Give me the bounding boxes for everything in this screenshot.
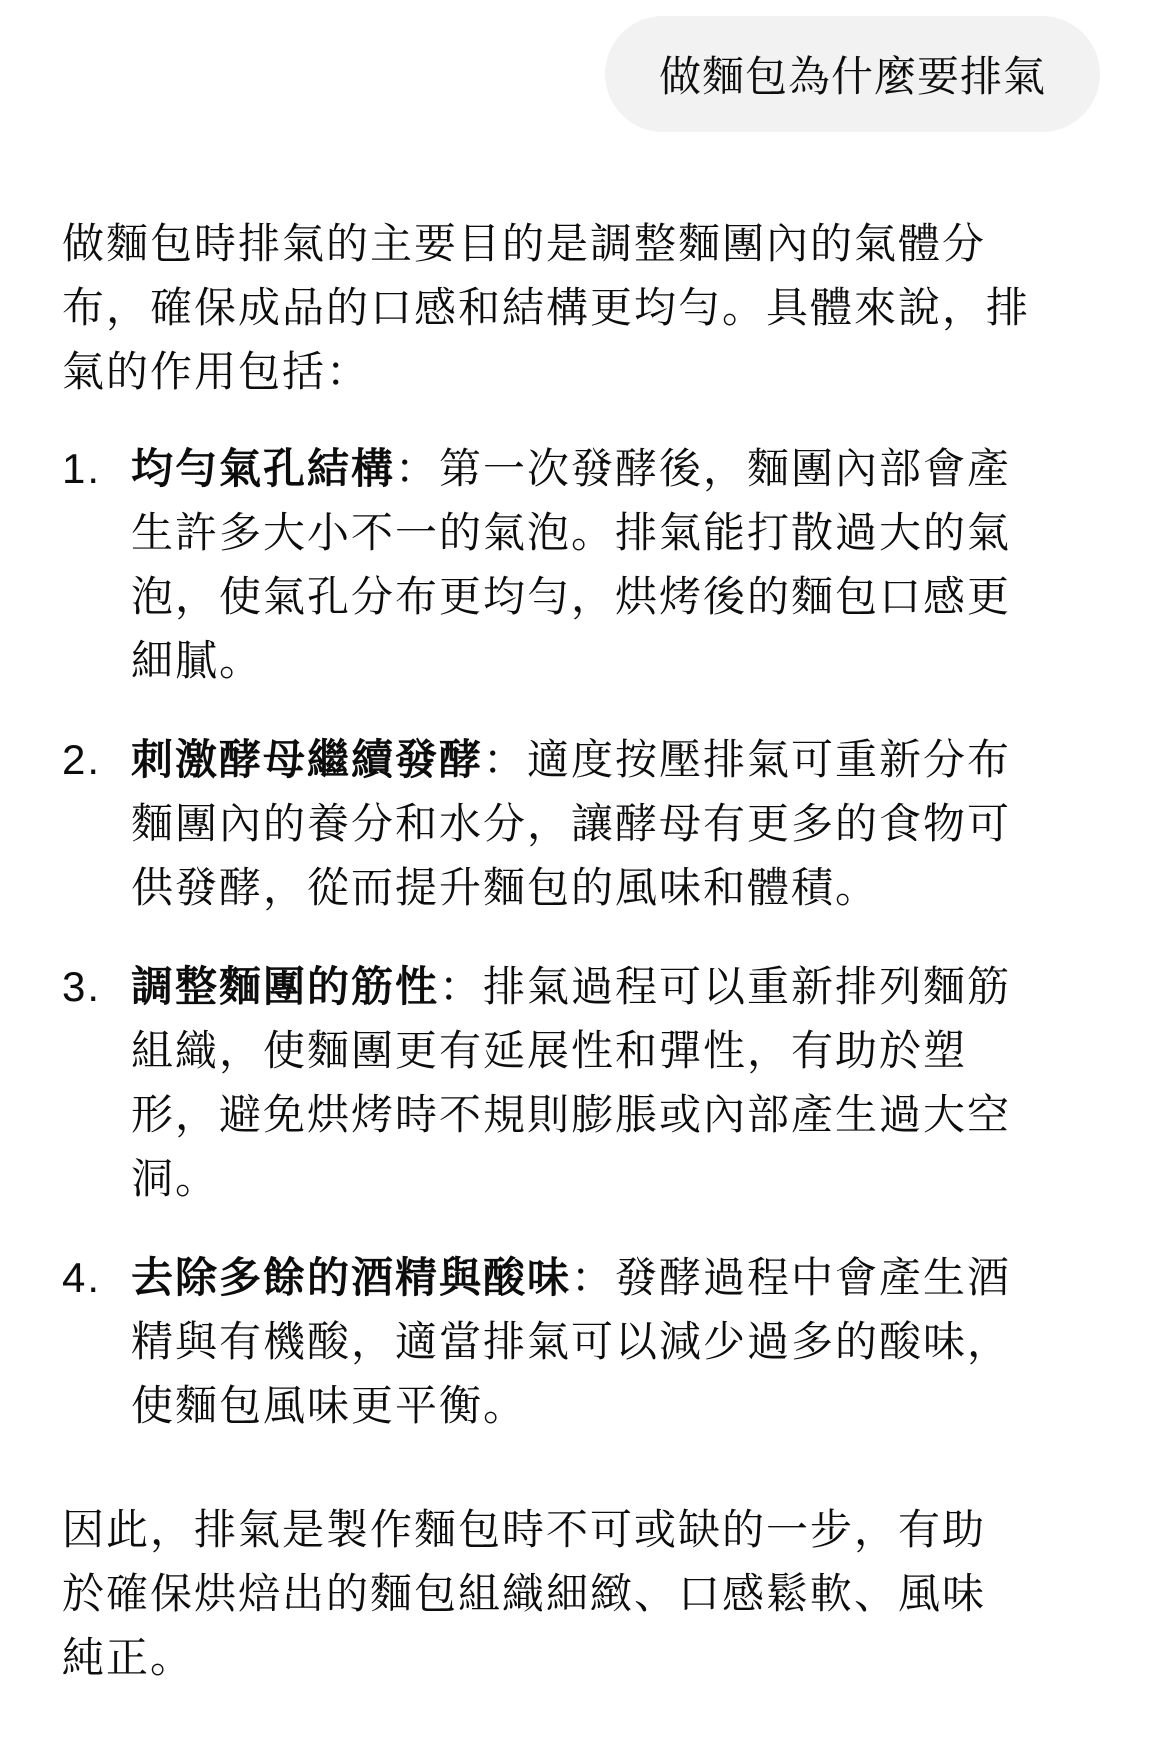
- user-message-bubble: [605, 16, 1100, 132]
- list-item: [62, 1246, 1031, 1438]
- list-item-title: 刺激酵母繼續發酵: [131, 735, 484, 784]
- list-item: [62, 728, 1031, 920]
- list-item-title: 去除多餘的酒精與酸味: [131, 1253, 572, 1302]
- user-message-text: 做麵包為什麼要排氣: [658, 52, 1046, 101]
- list-item-number: 3.: [62, 963, 102, 1010]
- reply-intro: 做麵包時排氣的主要目的是調整麵團內的氣體分布，確保成品的口感和結構更均勻。具體來說，排氣的作用包括：: [62, 219, 1031, 396]
- list-item-title: 均勻氣孔結構: [131, 444, 396, 493]
- user-message-row: [605, 16, 1100, 132]
- list-item: [62, 955, 1031, 1211]
- list-item-body: ：排氣過程可以重新排列麵筋組織，使麵團更有延展性和彈性，有助於塑形，避免烘烤時不規則膨脹或內部產生過大空洞。: [131, 962, 1012, 1203]
- reply-conclusion: 因此，排氣是製作麵包時不可或缺的一步，有助於確保烘焙出的麵包組織細緻、口感鬆軟、風味純正。: [62, 1505, 987, 1682]
- list-item-body: ：第一次發酵後，麵團內部會產生許多大小不一的氣泡。排氣能打散過大的氣泡，使氣孔分布更均勻，烘烤後的麵包口感更細膩。: [131, 444, 1012, 685]
- reply-list: [62, 437, 1062, 1438]
- assistant-message: [62, 212, 1062, 1690]
- list-item-number: 1.: [62, 445, 102, 492]
- list-item-number: 2.: [62, 736, 102, 783]
- list-item-body: ：發酵過程中會產生酒精與有機酸，適當排氣可以減少過多的酸味，使麵包風味更平衡。: [131, 1253, 1012, 1430]
- list-item-body: ：適度按壓排氣可重新分布麵團內的養分和水分，讓酵母有更多的食物可供發酵，從而提升麵包的風味和體積。: [131, 735, 1012, 912]
- list-item: [62, 437, 1031, 693]
- list-item-title: 調整麵團的筋性: [131, 962, 440, 1011]
- list-item-number: 4.: [62, 1254, 102, 1301]
